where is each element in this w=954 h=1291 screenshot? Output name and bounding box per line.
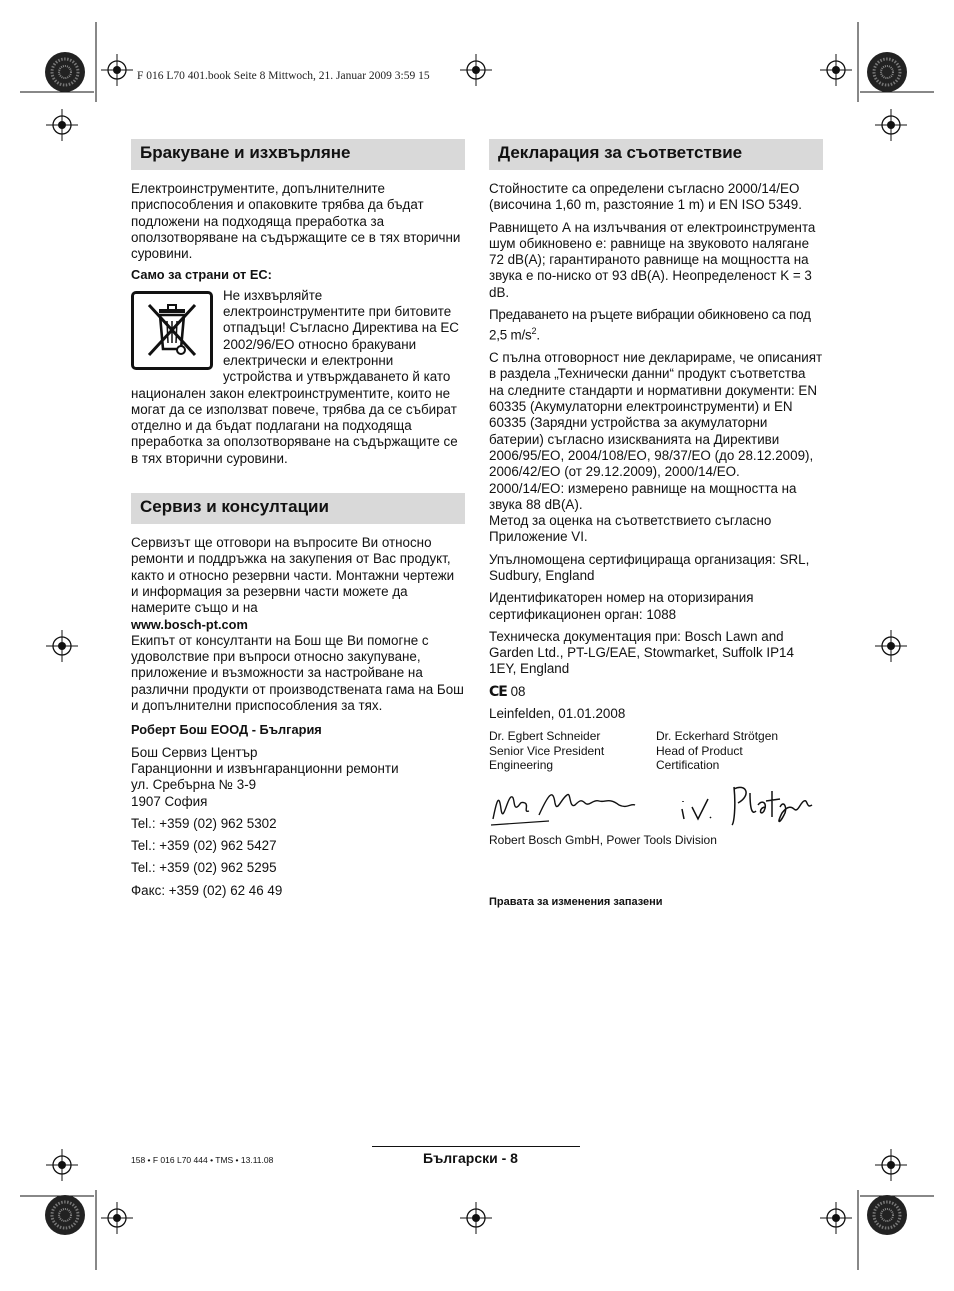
signatory-1-title-2: Engineering (489, 758, 554, 773)
declaration-paragraph-8: Идентификаторен номер на оторизирания сертификационен орган: 1088 (489, 590, 754, 622)
declaration-paragraph-4: С пълна отговорност ние декларираме, че описаният в раздела „Технически данни“ продукт съответства на следните стандарти и нормативни документи: EN 60335 (Акумулаторни електроинструменти) и EN 60335 (Зарядни устройства за акумулаторни батерии) съгласно изискванията на Директиви 2006/95/ЕО, 2004/108/ЕО, 98/37/ЕО (до 28.12.2009), 2006/42/ЕО (от 29.12.2009), 2000/14/ЕО. (489, 350, 823, 480)
footer-page-number: Български - 8 (423, 1150, 518, 1166)
declaration-paragraph-1: Стойностите са определени съгласно 2000/14/ЕО (височина 1,60 m, разстояние 1 m) и EN ISO 5349. (489, 181, 802, 213)
phone-2: Tel.: +359 (02) 962 5427 (131, 838, 277, 854)
footer-print-code: 158 • F 016 L70 444 • TMS • 13.11.08 (131, 1155, 274, 1165)
address-line-3: ул. Сребърна № 3-9 (131, 777, 257, 793)
left-column (131, 139, 465, 899)
signatory-2 (656, 729, 823, 773)
ce-mark-line (489, 684, 823, 700)
disposal-paragraph-1: Електроинструментите, допълнителните приспособления и опаковките трябва да бъдат подложени на подходяща преработка за оползотворяване на съдържащите се в тях вторични суровини. (131, 181, 461, 262)
crossed-out-wheelie-bin-icon (131, 291, 213, 370)
right-column (489, 139, 823, 910)
eu-only-label: Само за страни от ЕС: (131, 267, 272, 283)
signatories (489, 729, 823, 773)
rights-reserved-note: Правата за изменения запазени (489, 896, 663, 909)
phone-1: Tel.: +359 (02) 962 5302 (131, 815, 277, 831)
address-line-4: 1907 София (131, 793, 208, 809)
service-url-link[interactable]: www.bosch-pt.com (131, 616, 248, 632)
signatory-2-title-2: Certification (656, 758, 720, 773)
signatory-2-name: Dr. Eckerhard Strötgen (656, 729, 779, 744)
signatory-1-title-1: Senior Vice President (489, 743, 605, 758)
address-line-1: Бош Сервиз Център (131, 744, 258, 760)
place-date: Leinfelden, 01.01.2008 (489, 706, 626, 722)
company-label: Роберт Бош ЕООД - България (131, 722, 322, 738)
signatory-1 (489, 729, 656, 773)
ce-year: 08 (510, 683, 526, 699)
service-paragraph-1: Сервизът ще отговори на въпросите Ви относно ремонти и поддръжка на закупения от Вас продукт, както и относно резервни части. Монтажни чертежи и информация за резервни части можете да намерите също и на (131, 535, 455, 616)
signature-1-image (489, 779, 636, 829)
phone-3: Tel.: +359 (02) 962 5295 (131, 860, 277, 876)
declaration-paragraph-2: Равнището А на излъчвания от електроинструмента шум обикновено е: равнище на звуковото налягане 72 dB(A); гарантираното равнище на мощността на звука е по-ниско от 93 dB(A). Неопределеност K = 3 dB. (489, 219, 816, 300)
ce-mark: CE (489, 683, 507, 700)
service-paragraph-2: Екипът от консултанти на Бош ще Ви помогне с удоволствие при въпроси относно закупуване, приложение и възможности за настройване на различни продукти от производствената гама на Бош и допълнителни приспособления за тях. (131, 632, 464, 714)
disposal-paragraph-2: Не изхвърляйте електроинструментите при битовите отпадъци! Съгласно Директива на ЕС 2002/96/ЕО относно бракувани електрически и електронни устройства и утвърждаването й като национален закон електроинструментите, които не могат да се използват повече, трябва да се събират отделно и да бъдат подлагани на подходяща преработка за оползотворяване на съдържащите се в тях вторични суровини. (131, 287, 459, 466)
declaration-paragraph-7: Упълномощена сертифицираща организация: SRL, Sudbury, England (489, 551, 810, 583)
declaration-heading: Декларация за съответствие (489, 139, 823, 170)
disposal-heading: Бракуване и изхвърляне (131, 139, 465, 170)
signature-2-image (676, 779, 823, 829)
signatory-1-name: Dr. Egbert Schneider (489, 729, 601, 744)
declaration-paragraph-5: 2000/14/ЕО: измерено равнище на мощността на звука 88 dB(A). (489, 480, 797, 512)
declaration-paragraph-3: Предаването на ръцете вибрации обикновено са под 2,5 $m/s^2$. (489, 307, 811, 343)
company-division: Robert Bosch GmbH, Power Tools Division (489, 832, 717, 847)
signatures (489, 779, 823, 829)
fax: Факс: +359 (02) 62 46 49 (131, 882, 283, 898)
address-line-2: Гаранционни и извънгаранционни ремонти (131, 760, 399, 776)
service-heading: Сервиз и консултации (131, 493, 465, 524)
disposal-block (131, 288, 465, 467)
signatory-2-title-1: Head of Product (656, 743, 743, 758)
file-header: F 016 L70 401.book Seite 8 Mittwoch, 21. Januar 2009 3:59 15 (137, 70, 430, 82)
declaration-paragraph-6: Метод за оценка на съответствието съгласно Приложение VI. (489, 513, 772, 545)
declaration-paragraph-9: Техническа документация при: Bosch Lawn and Garden Ltd., PT-LG/EAE, Stowmarket, Suffolk IP14 1EY, England (489, 628, 794, 677)
footer-rule (372, 1146, 580, 1147)
